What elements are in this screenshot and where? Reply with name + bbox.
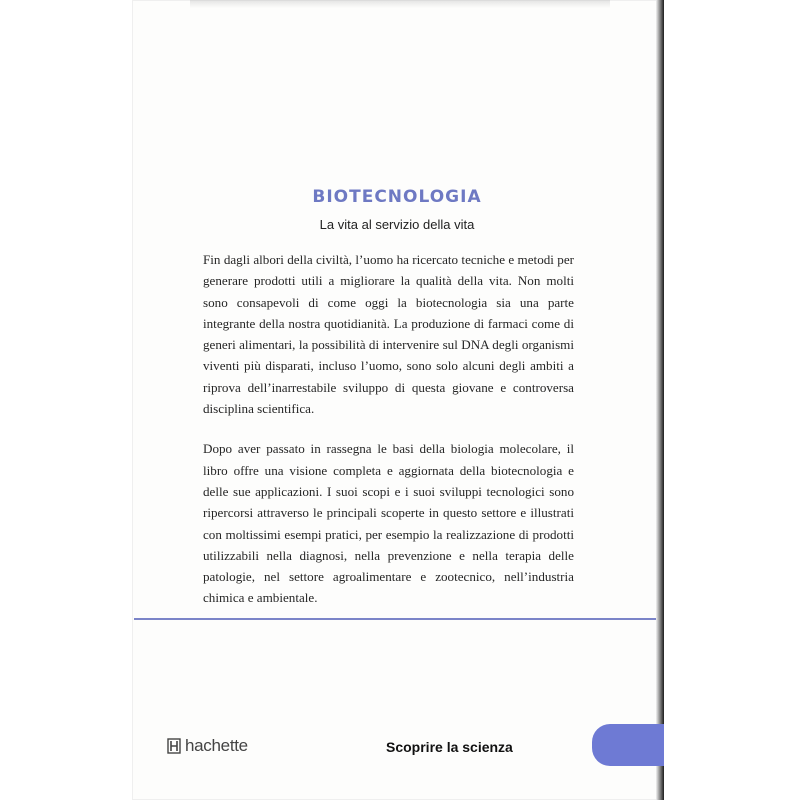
- book-spine-edge: [656, 0, 664, 800]
- blurb-paragraph-1: Fin dagli albori della civiltà, l’uomo ha ricercato tecniche e metodi per generare prodotti utili a migliorare la qualità della vita. Non molti sono consapevoli di come oggi la biotecnologia sia una parte integrante della nostra quotidianità. La produzione di farmaci come di generi alimentari, la possibilità di intervenire sul DNA degli organismi viventi più disparati, incluso l’uomo, sono solo alcuni degli ambiti a riprova dell’inarrestabile sviluppo di questa giovane e controversa disciplina scientifica.: [203, 252, 574, 417]
- book-subtitle: La vita al servizio della vita: [319, 217, 475, 232]
- series-name: Scoprire la scienza: [386, 739, 513, 755]
- blurb: [203, 249, 574, 609]
- blurb-paragraph-2: Dopo aver passato in rassegna le basi della biologia molecolare, il libro offre una visione completa e aggiornata della biotecnologia e delle sue applicazioni. I suoi scopi e i suoi sviluppi tecnologici sono ripercorsi attraverso le principali scoperte in questo settore e illustrati con moltissimi esempi pratici, per esempio la realizzazione di prodotti utilizzabili nella diagnosi, nella prevenzione e nella terapia delle patologie, nel settore agroalimentare e zootecnico, nell’industria chimica e ambientale.: [203, 441, 574, 606]
- hachette-h-logo-icon: [167, 738, 181, 754]
- divider-line: [134, 618, 656, 620]
- series-color-tab: [592, 724, 664, 766]
- publisher-logo: [167, 736, 248, 756]
- print-smudge: [190, 0, 610, 8]
- publisher-name: hachette: [185, 736, 248, 755]
- book-title: BIOTECNOLOGIA: [312, 187, 482, 207]
